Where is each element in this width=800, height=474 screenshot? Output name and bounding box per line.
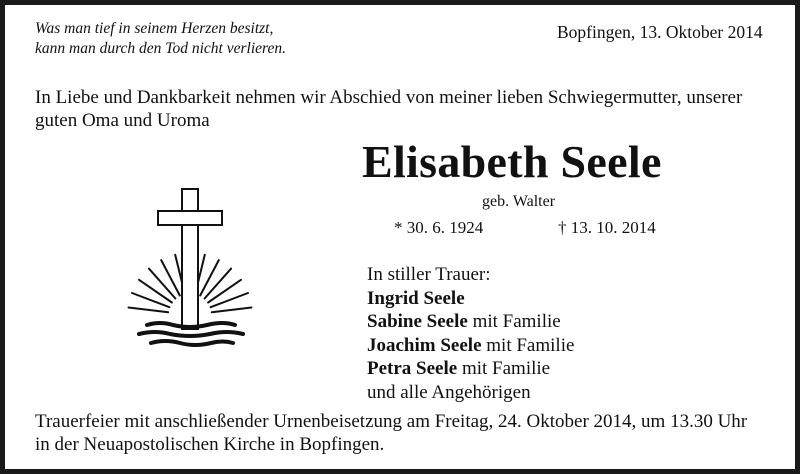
mourner-suffix: mit Familie: [457, 358, 551, 380]
mourner-name: Ingrid Seele: [367, 287, 465, 309]
quote-line-1: Was man tief in seinem Herzen besitzt,: [35, 20, 274, 37]
quote-line-2: kann man durch den Tod nicht verlieren.: [35, 40, 286, 57]
mourners-list: [367, 263, 574, 405]
mourner-name: Sabine Seele: [367, 311, 468, 333]
sun-ray: [149, 269, 176, 299]
mourners-closing: und alle Angehörigen: [367, 381, 531, 403]
mourners-heading: In stiller Trauer:: [367, 264, 491, 285]
mourner-entry: [367, 334, 574, 358]
sun-ray: [211, 293, 248, 307]
death-date: † 13. 10. 2014: [558, 218, 656, 237]
intro-line-1: In Liebe und Dankbarkeit nehmen wir Abschied von meiner lieben Schwiegermutter, unserer: [35, 87, 743, 108]
mourner-entry: [367, 357, 574, 381]
water-waves: [139, 323, 243, 345]
sun-ray: [208, 280, 241, 303]
intro-text: [35, 86, 742, 132]
mourner-suffix: mit Familie: [481, 334, 575, 356]
sun-ray: [212, 308, 252, 313]
birth-date: * 30. 6. 1924: [394, 218, 484, 237]
mourner-name: Petra Seele: [367, 358, 458, 380]
mourner-entry: [367, 287, 574, 311]
mourner-entry: [367, 310, 574, 334]
sun-ray: [129, 308, 169, 313]
sun-ray: [139, 280, 172, 303]
sun-ray: [132, 293, 169, 307]
intro-line-2: guten Oma und Uroma: [35, 110, 210, 131]
deceased-name: Elisabeth Seele: [362, 136, 662, 187]
funeral-details: [35, 410, 747, 456]
cross-sun-water-icon: [125, 185, 255, 355]
funeral-line-1: Trauerfeier mit anschließender Urnenbeisetzung am Freitag, 24. Oktober 2014, um 13.30 Uhr: [35, 411, 748, 432]
place-and-date: Bopfingen, 13. Oktober 2014: [557, 22, 763, 42]
memorial-quote: [35, 19, 286, 59]
funeral-line-2: in der Neuapostolischen Kirche in Bopfingen.: [35, 434, 385, 455]
mourner-name: Joachim Seele: [367, 334, 482, 356]
birth-name: geb. Walter: [482, 193, 556, 210]
sun-ray: [205, 269, 232, 299]
mourner-suffix: mit Familie: [467, 311, 561, 333]
